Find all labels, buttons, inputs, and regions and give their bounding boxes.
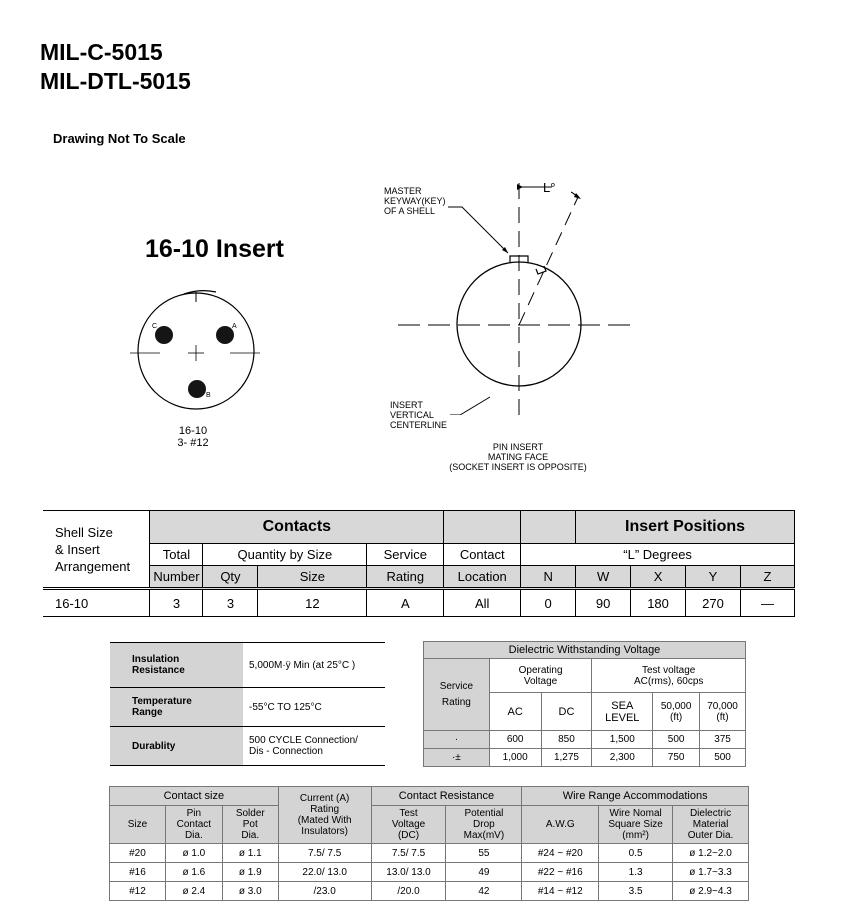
shell-size-header <box>43 511 150 589</box>
specs-table <box>110 642 385 766</box>
solder-line-1: Solder <box>235 808 265 819</box>
durability-value <box>243 727 385 766</box>
ct-test-cell: /20.0 <box>371 882 446 901</box>
angle-label: L° <box>543 180 556 195</box>
contacts-header: Contacts <box>150 511 444 544</box>
dw-sea-cell: 1,500 <box>592 731 653 749</box>
service-rating-header <box>424 659 490 731</box>
pos-y-header: Y <box>686 566 741 589</box>
contact-header-blank <box>521 511 576 544</box>
contact-resistance-header: Contact Resistance <box>371 787 522 806</box>
ct-current-cell: /23.0 <box>278 882 371 901</box>
table-row <box>424 731 746 749</box>
durability-value-2: Dis - Connection <box>249 746 323 757</box>
ct-size-cell: #16 <box>110 863 166 882</box>
wire-line-3: (mm²) <box>622 830 649 841</box>
solder-line-2: Pot <box>242 819 258 830</box>
insert-face-drawing <box>130 282 270 412</box>
test-line-2: Voltage <box>391 819 426 830</box>
service-header: Service <box>367 544 444 566</box>
insulation-label-1: Insulation <box>132 654 180 665</box>
dw-ft50-cell: 750 <box>653 749 700 767</box>
pos-y-cell: 270 <box>686 589 741 617</box>
durability-value-1: 500 CYCLE Connection/ <box>249 735 358 746</box>
size-header: Size <box>110 806 166 844</box>
operating-line-2: Voltage <box>523 675 558 687</box>
drop-line-1: Potential <box>464 808 504 819</box>
contact-size-header: Contact size <box>110 787 279 806</box>
ct-awg-cell: #24 ~ #20 <box>522 844 599 863</box>
pin-line-1: Pin <box>186 808 202 819</box>
total-header: Total <box>150 544 203 566</box>
shell-header-line-3: Arrangement <box>55 558 131 574</box>
ct-diel-cell: ø 2.9~4.3 <box>673 882 749 901</box>
ac-header: AC <box>489 693 541 731</box>
ct-solder-cell: ø 3.0 <box>222 882 278 901</box>
ft70-line-1: 70,000 <box>707 700 738 712</box>
temperature-value: -55°C TO 125°C <box>243 688 385 727</box>
face-label-1: PIN INSERT <box>492 442 544 452</box>
ct-pin-cell: ø 1.6 <box>165 863 222 882</box>
ct-test-cell: 13.0/ 13.0 <box>371 863 446 882</box>
location-header: Location <box>444 566 521 589</box>
size-cell: 12 <box>258 589 367 617</box>
temperature-label-1: Temperature <box>132 696 192 707</box>
dw-ft50-cell: 500 <box>653 731 700 749</box>
current-line-4: Insulators) <box>301 826 348 837</box>
ft50-header <box>653 693 700 731</box>
ft50-line-1: 50,000 <box>660 700 692 712</box>
test-voltage-header <box>371 806 446 844</box>
diel-line-3: Outer Dia. <box>687 830 734 841</box>
centerline-label-3: CENTERLINE <box>390 420 448 430</box>
wire-range-header: Wire Range Accommodations <box>522 787 749 806</box>
contact-c-label: C <box>152 323 158 330</box>
centerline-label-2: VERTICAL <box>390 410 434 420</box>
awg-header: A.W.G <box>522 806 599 844</box>
pos-n-cell: 0 <box>521 589 576 617</box>
pin-dia-header <box>165 806 222 844</box>
table-row <box>110 882 749 901</box>
service-rating-line-2: Rating <box>441 696 471 708</box>
contact-a-label: A <box>232 323 237 330</box>
dielectric-title: Dielectric Withstanding Voltage <box>424 642 746 659</box>
ct-pin-cell: ø 2.4 <box>165 882 222 901</box>
sea-level-header <box>592 693 653 731</box>
pos-w-cell: 90 <box>576 589 631 617</box>
insert-table <box>43 510 795 617</box>
drop-line-2: Drop <box>473 819 495 830</box>
face-label-2: MATING FACE <box>487 452 549 462</box>
ct-drop-cell: 49 <box>446 863 522 882</box>
ct-diel-cell: ø 1.7~3.3 <box>673 863 749 882</box>
test-line-3: (DC) <box>397 830 420 841</box>
contact-b <box>188 380 206 398</box>
contact-size-table <box>109 786 749 901</box>
current-line-3: (Mated With <box>297 815 352 826</box>
operating-line-1: Operating <box>518 664 563 676</box>
current-rating-header <box>278 787 371 844</box>
qty-header: Qty <box>203 566 258 589</box>
dielectric-table <box>423 641 746 767</box>
dc-header: DC <box>541 693 592 731</box>
ct-wire-cell: 1.3 <box>599 863 673 882</box>
current-line-2: Rating <box>310 804 340 815</box>
insulation-label-2: Resistance <box>132 665 185 676</box>
insert-positions-header: Insert Positions <box>576 511 795 544</box>
scale-note: Drawing Not To Scale <box>53 131 186 146</box>
insulation-label <box>110 643 243 688</box>
test-line-1: Test <box>399 808 418 819</box>
ct-wire-cell: 3.5 <box>599 882 673 901</box>
ct-diel-cell: ø 1.2~2.0 <box>673 844 749 863</box>
table-row <box>110 863 749 882</box>
dw-ft70-cell: 500 <box>700 749 746 767</box>
ct-size-cell: #20 <box>110 844 166 863</box>
current-line-1: Current (A) <box>299 793 350 804</box>
solder-dia-header <box>222 806 278 844</box>
pin-line-3: Dia. <box>184 830 203 841</box>
keyway-label-2: KEYWAY(KEY) <box>384 196 446 206</box>
ct-current-cell: 7.5/ 7.5 <box>278 844 371 863</box>
table-row <box>110 844 749 863</box>
test-voltage-line-2: AC(rms), 60cps <box>633 675 704 687</box>
test-voltage-header <box>592 659 746 693</box>
title-line-2: MIL-DTL-5015 <box>40 68 191 94</box>
ct-awg-cell: #14 ~ #12 <box>522 882 599 901</box>
contact-b-label: B <box>206 392 211 399</box>
title-line-1: MIL-C-5015 <box>40 39 163 65</box>
sea-line-2: LEVEL <box>605 711 640 724</box>
arrangement-cell: 16-10 <box>43 589 150 617</box>
insert-caption-1: 16-10 <box>178 425 208 437</box>
wire-line-1: Wire Nomal <box>609 808 662 819</box>
pin-line-2: Contact <box>176 819 212 830</box>
total-cell: 3 <box>150 589 203 617</box>
table-row <box>43 589 795 617</box>
potential-drop-header <box>446 806 522 844</box>
ft70-header <box>700 693 746 731</box>
ct-wire-cell: 0.5 <box>599 844 673 863</box>
ct-solder-cell: ø 1.9 <box>222 863 278 882</box>
shell-header-line-1: Shell Size <box>55 524 113 540</box>
dw-dc-cell: 1,275 <box>541 749 592 767</box>
sea-line-1: SEA <box>611 699 634 712</box>
ct-pin-cell: ø 1.0 <box>165 844 222 863</box>
ct-current-cell: 22.0/ 13.0 <box>278 863 371 882</box>
rotated-key <box>536 266 546 274</box>
dw-dc-cell: 850 <box>541 731 592 749</box>
contact-c <box>155 326 173 344</box>
ct-drop-cell: 42 <box>446 882 522 901</box>
wire-line-2: Square Size <box>608 819 663 830</box>
durability-label: Durablity <box>110 727 243 766</box>
ct-solder-cell: ø 1.1 <box>222 844 278 863</box>
diel-line-2: Material <box>692 819 729 830</box>
contact-header: Contact <box>444 544 521 566</box>
pos-z-header: Z <box>740 566 794 589</box>
pos-n-header: N <box>521 566 576 589</box>
keyway-label-3: OF A SHELL <box>384 206 436 216</box>
dw-rating-cell: · <box>424 731 490 749</box>
dw-ac-cell: 1,000 <box>489 749 541 767</box>
insert-title: 16-10 Insert <box>145 235 284 263</box>
face-label-3: (SOCKET INSERT IS OPPOSITE) <box>449 462 587 472</box>
pos-w-header: W <box>576 566 631 589</box>
temperature-label-2: Range <box>132 707 163 718</box>
pos-x-header: X <box>631 566 686 589</box>
number-header: Number <box>150 566 203 589</box>
qty-by-size-header: Quantity by Size <box>203 544 367 566</box>
dw-sea-cell: 2,300 <box>592 749 653 767</box>
wire-size-header <box>599 806 673 844</box>
service-header-blank <box>444 511 521 544</box>
l-degrees-header: “L” Degrees <box>521 544 795 566</box>
dielectric-dia-header <box>673 806 749 844</box>
size-header: Size <box>258 566 367 589</box>
rating-header: Rating <box>367 566 444 589</box>
pos-x-cell: 180 <box>631 589 686 617</box>
temperature-label <box>110 688 243 727</box>
solder-line-3: Dia. <box>241 830 260 841</box>
ct-drop-cell: 55 <box>446 844 522 863</box>
pos-z-cell: — <box>740 589 794 617</box>
centerline-label-1: INSERT <box>390 400 423 410</box>
service-rating-line-1: Service <box>439 680 474 692</box>
ct-test-cell: 7.5/ 7.5 <box>371 844 446 863</box>
diel-line-1: Dielectric <box>689 808 732 819</box>
qty-cell: 3 <box>203 589 258 617</box>
ct-size-cell: #12 <box>110 882 166 901</box>
ft70-line-2: (ft) <box>716 711 729 723</box>
test-voltage-line-1: Test voltage <box>642 664 696 676</box>
table-row <box>424 749 746 767</box>
ct-awg-cell: #22 ~ #16 <box>522 863 599 882</box>
dw-ft70-cell: 375 <box>700 731 746 749</box>
service-cell: A <box>367 589 444 617</box>
insulation-value: 5,000M·ÿ Min (at 25°C ) <box>243 643 385 688</box>
operating-voltage-header <box>489 659 592 693</box>
dw-ac-cell: 600 <box>489 731 541 749</box>
location-cell: All <box>444 589 521 617</box>
keyway-label-1: MASTER <box>384 186 422 196</box>
drop-line-3: Max(mV) <box>463 830 505 841</box>
dw-rating-cell: ·± <box>424 749 490 767</box>
insert-caption-2: 3- #12 <box>177 437 209 449</box>
ft50-line-2: (ft) <box>670 711 683 723</box>
shell-header-line-2: & Insert <box>55 541 100 557</box>
